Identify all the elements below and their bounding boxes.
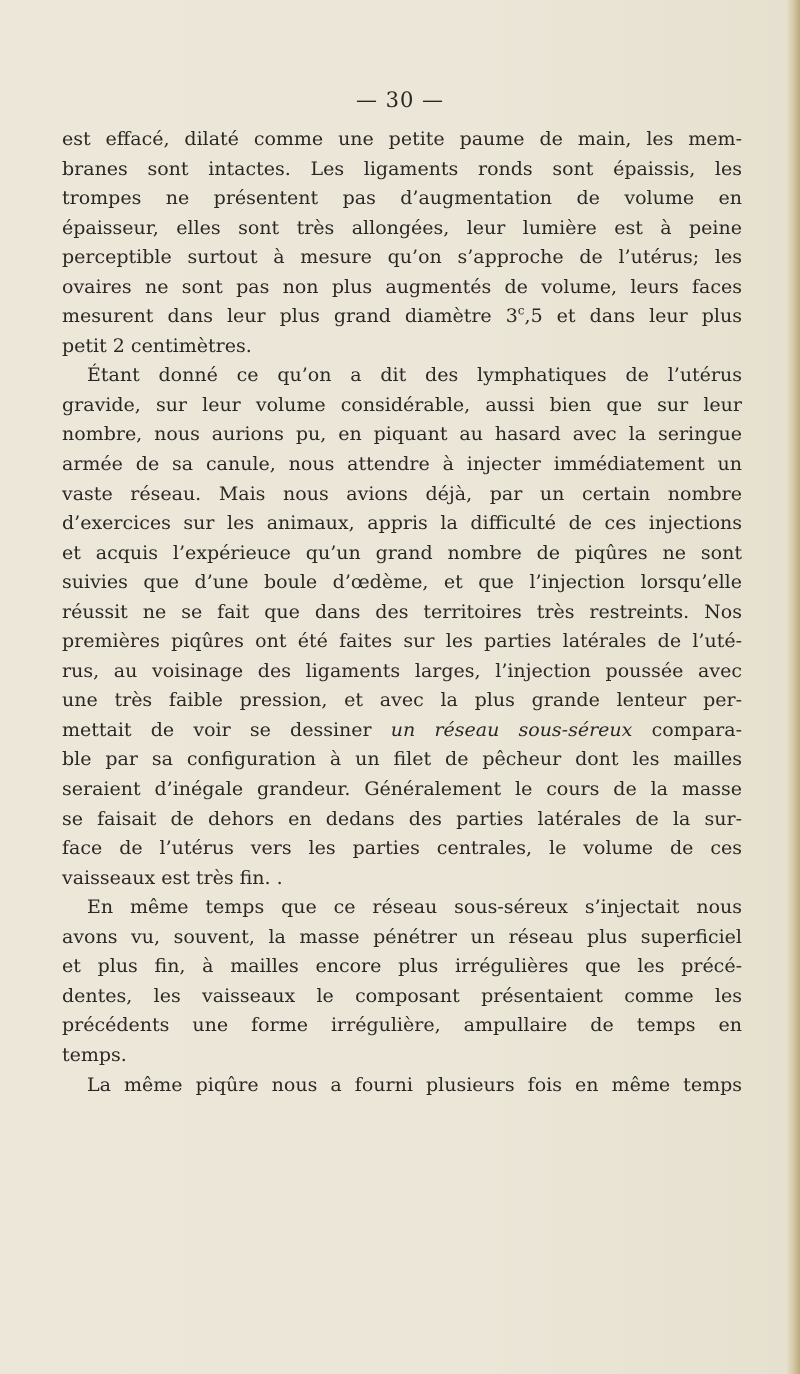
text-line: une très faible pression, et avec la plus grande lenteur per- — [62, 689, 742, 712]
text-line: épaisseur, elles sont très allongées, leur lumière est à peine — [62, 216, 742, 239]
text-line: suivies que d’une boule d’œdème, et que l’injection lorsqu’elle — [62, 571, 742, 594]
text-fragment: mettait de voir se dessiner — [62, 718, 391, 741]
text-line: ovaires ne sont pas non plus augmentés de volume, leurs faces — [62, 275, 742, 298]
text-line: En même temps que ce réseau sous-séreux s’injectait nous — [87, 896, 742, 919]
text-line: seraient d’inégale grandeur. Généralement le cours de la masse — [62, 778, 742, 801]
text-line: gravide, sur leur volume considérable, aussi bien que sur leur — [62, 393, 742, 416]
text-line: précédents une forme irrégulière, ampullaire de temps en — [62, 1014, 742, 1037]
text-line: réussit ne se fait que dans des territoires très restreints. Nos — [62, 600, 742, 623]
text-line: rus, au voisinage des ligaments larges, l’injection poussée avec — [62, 659, 742, 682]
page-number: — 30 — — [355, 88, 445, 112]
text-line: premières piqûres ont été faites sur les parties latérales de l’uté- — [62, 630, 742, 653]
text-line: petit 2 centimètres. — [62, 334, 252, 357]
text-line: est effacé, dilaté comme une petite paume de main, les mem- — [62, 128, 742, 150]
italic-phrase: un réseau sous-séreux — [390, 718, 633, 741]
text-line: se faisait de dehors en dedans des parties latérales de la sur- — [62, 807, 742, 830]
text-line — [62, 716, 742, 746]
text-line: ble par sa configuration à un filet de pêcheur dont les mailles — [62, 748, 742, 771]
text-line: branes sont intactes. Les ligaments ronds sont épaissis, les — [62, 157, 742, 180]
text-line: avons vu, souvent, la masse pénétrer un réseau plus superficiel — [62, 925, 742, 948]
text-line: et plus fin, à mailles encore plus irrégulières que les précé- — [62, 955, 742, 978]
text-line: d’exercices sur les animaux, appris la difficulté de ces injections — [62, 512, 742, 535]
page-edge-shadow — [786, 0, 800, 1374]
text-fragment: ,5 et dans leur plus — [524, 305, 742, 328]
text-line: face de l’utérus vers les parties centrales, le volume de ces — [62, 837, 742, 860]
text-line: vaisseaux est très fin. . — [62, 866, 283, 889]
superscript-unit: c — [517, 303, 525, 318]
text-line: nombre, nous aurions pu, en piquant au hasard avec la seringue — [62, 423, 742, 446]
body-text — [62, 125, 742, 1100]
text-fragment: mesurent dans leur plus grand diamètre 3 — [62, 305, 518, 328]
text-line: vaste réseau. Mais nous avions déjà, par un certain nombre — [62, 482, 742, 505]
text-line: perceptible surtout à mesure qu’on s’approche de l’utérus; les — [62, 246, 742, 269]
text-line: Étant donné ce qu’on a dit des lymphatiques de l’utérus — [87, 364, 742, 387]
text-line — [62, 302, 742, 332]
text-line: trompes ne présentent pas d’augmentation de volume en — [62, 187, 742, 210]
text-line: La même piqûre nous a fourni plusieurs fois en même temps — [87, 1073, 742, 1096]
text-line: dentes, les vaisseaux le composant présentaient comme les — [62, 984, 742, 1007]
text-line: temps. — [62, 1043, 127, 1066]
text-line: et acquis l’expérieuce qu’un grand nombre de piqûres ne sont — [62, 541, 742, 564]
text-line: armée de sa canule, nous attendre à injecter immédiatement un — [62, 453, 742, 476]
text-fragment: compara- — [632, 718, 742, 741]
